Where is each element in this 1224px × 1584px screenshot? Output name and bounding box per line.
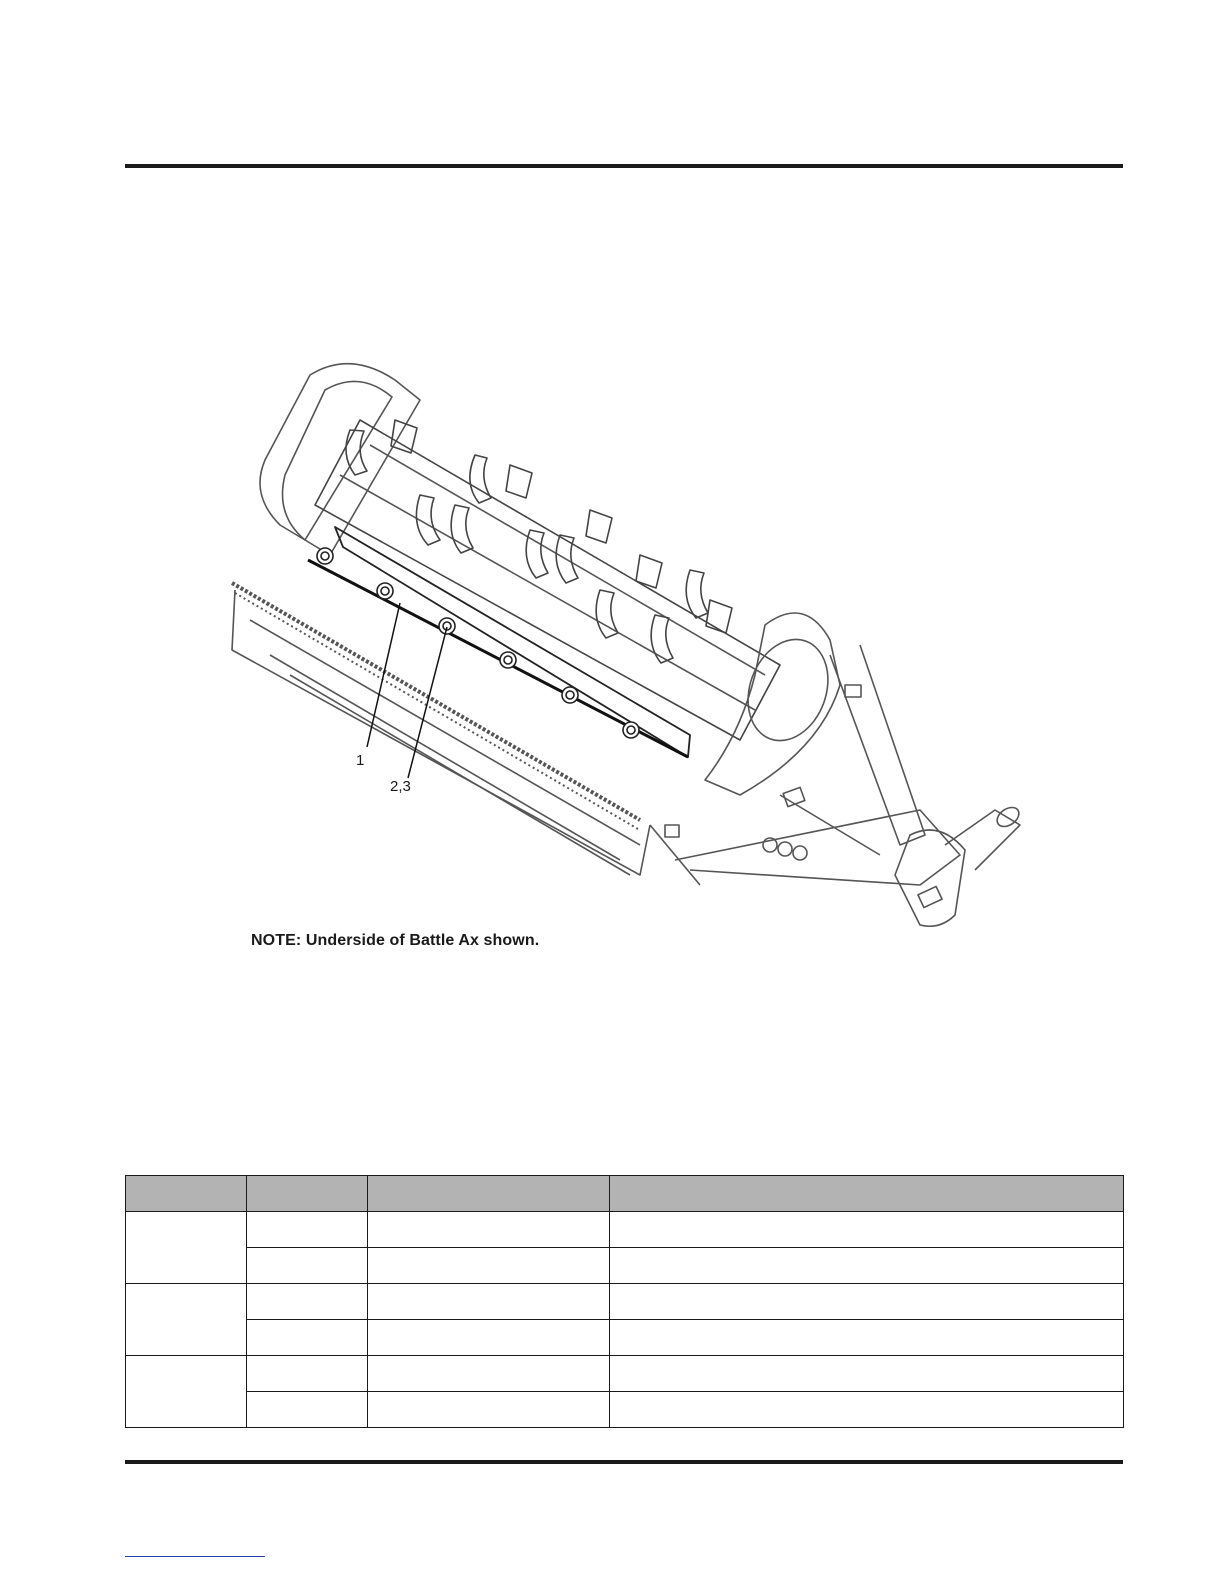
group-cell [126, 1212, 247, 1284]
header-cell [610, 1176, 1124, 1212]
header-cell [126, 1176, 247, 1212]
table-cell [247, 1248, 368, 1284]
table-cell [610, 1212, 1124, 1248]
table-cell [247, 1392, 368, 1428]
table-row [126, 1392, 1124, 1428]
group-cell [126, 1284, 247, 1356]
table-row [126, 1356, 1124, 1392]
table-cell [610, 1392, 1124, 1428]
table-cell [247, 1212, 368, 1248]
table-cell [247, 1356, 368, 1392]
table-cell [610, 1248, 1124, 1284]
table-cell [247, 1284, 368, 1320]
table-cell [610, 1284, 1124, 1320]
footer-link-underline [125, 1556, 265, 1557]
table-row [126, 1248, 1124, 1284]
table-cell [368, 1212, 610, 1248]
table-cell [610, 1356, 1124, 1392]
table-cell [247, 1320, 368, 1356]
battle-ax-underside-illustration [220, 355, 1040, 945]
table-row [126, 1284, 1124, 1320]
table-row [126, 1212, 1124, 1248]
table-row [126, 1320, 1124, 1356]
parts-table [125, 1175, 1124, 1428]
table-cell [368, 1320, 610, 1356]
table-cell [368, 1392, 610, 1428]
table-header-row [126, 1176, 1124, 1212]
table-cell [368, 1248, 610, 1284]
callout-1: 1 [356, 752, 365, 769]
header-cell [368, 1176, 610, 1212]
figure-note: NOTE: Underside of Battle Ax shown. [251, 932, 540, 949]
table-cell [368, 1356, 610, 1392]
header-rule [125, 164, 1123, 168]
header-cell [247, 1176, 368, 1212]
table-cell [610, 1320, 1124, 1356]
table-cell [368, 1284, 610, 1320]
group-cell [126, 1356, 247, 1428]
footer-rule [125, 1460, 1123, 1464]
callout-2-3: 2,3 [390, 778, 411, 795]
